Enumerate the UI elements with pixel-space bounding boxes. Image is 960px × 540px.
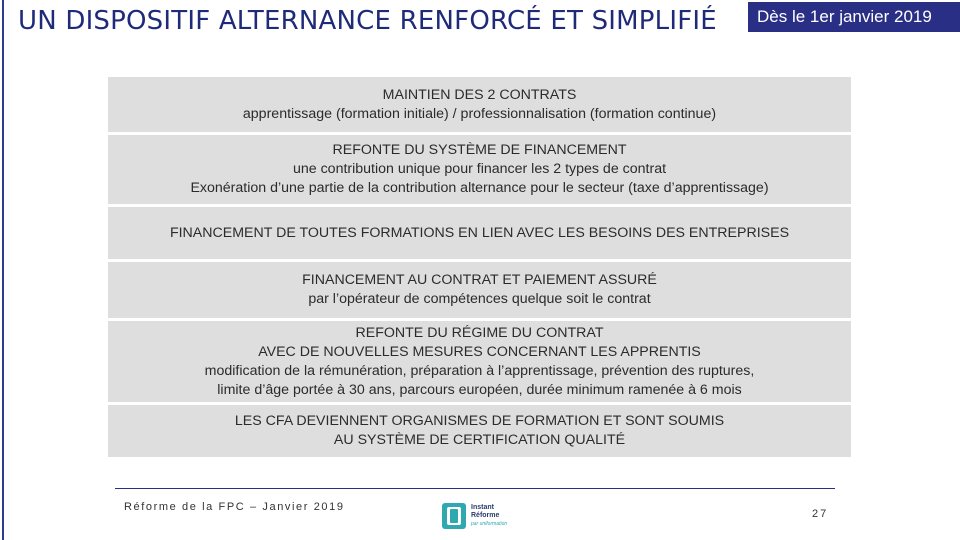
- block-heading: MAINTIEN DES 2 CONTRATS: [382, 86, 577, 103]
- slide-title: UN DISPOSITIF ALTERNANCE RENFORCÉ ET SIMPLIFIÉ: [18, 6, 717, 36]
- left-accent-rule: [2, 0, 4, 540]
- block-cfa: [108, 405, 851, 457]
- block-line: limite d’âge portée à 30 ans, parcours européen, durée minimum ramenée à 6 mois: [217, 381, 742, 398]
- block-line: apprentissage (formation initiale) / professionnalisation (formation continue): [242, 105, 717, 122]
- block-contract-regime: [108, 321, 851, 405]
- block-heading: LES CFA DEVIENNENT ORGANISMES DE FORMATION ET SONT SOUMIS: [234, 413, 725, 429]
- page-number: 27: [812, 508, 829, 520]
- block-financing-system: [108, 135, 851, 207]
- footer-caption: Réforme de la FPC – Janvier 2019: [124, 501, 345, 513]
- block-heading: REFONTE DU SYSTÈME DE FINANCEMENT: [332, 142, 627, 158]
- block-contract-financing: [108, 262, 851, 321]
- block-contracts: [108, 77, 851, 135]
- block-line: AU SYSTÈME DE CERTIFICATION QUALITÉ: [333, 432, 626, 448]
- date-badge: Dès le 1er janvier 2019: [748, 2, 960, 32]
- block-heading: FINANCEMENT DE TOUTES FORMATIONS EN LIEN AVEC LES BESOINS DES ENTREPRISES: [169, 224, 790, 241]
- footer-divider: [115, 488, 835, 489]
- block-heading: FINANCEMENT AU CONTRAT ET PAIEMENT ASSURÉ: [302, 272, 657, 288]
- instant-reforme-logo: [440, 500, 520, 532]
- content-blocks: [108, 77, 851, 457]
- block-all-trainings: [108, 207, 851, 262]
- block-line: AVEC DE NOUVELLES MESURES CONCERNANT LES APPRENTIS: [258, 343, 701, 360]
- block-line: une contribution unique pour financer les 2 types de contrat: [292, 161, 667, 177]
- logo-line-3: par uniformation: [471, 521, 508, 527]
- logo-line-1: Instant: [471, 504, 494, 511]
- block-line: Exonération d’une partie de la contribution alternance pour le secteur (taxe d’apprentissage): [190, 180, 769, 196]
- logo-line-2: Réforme: [471, 512, 500, 519]
- block-line: modification de la rémunération, préparation à l’apprentissage, prévention des ruptures,: [204, 362, 755, 379]
- block-line: par l’opérateur de compétences quelque soit le contrat: [308, 291, 651, 307]
- block-heading: REFONTE DU RÉGIME DU CONTRAT: [355, 324, 604, 341]
